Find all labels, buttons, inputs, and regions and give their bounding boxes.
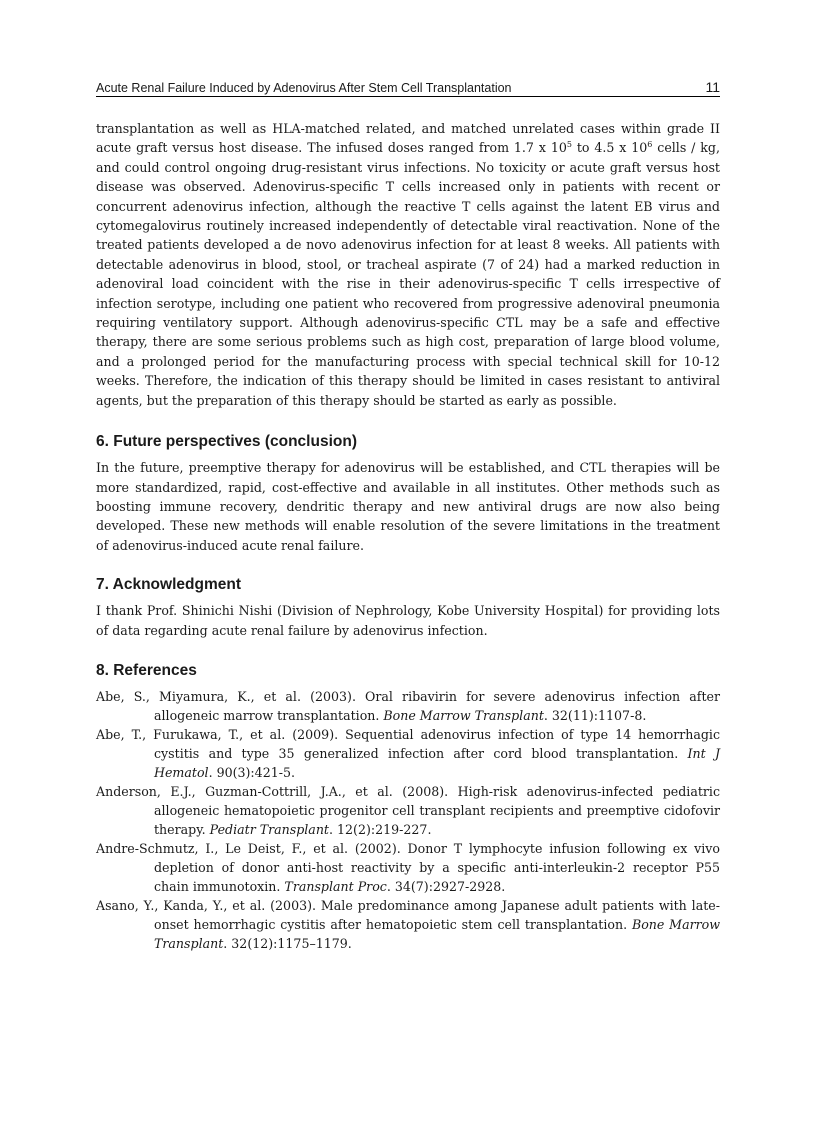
reference-text: Asano, Y., Kanda, Y., et al. (2003). Male predominance among Japanese adult patients with late-onset hemorrhagic cystitis after hematopoietic stem cell transplantation.: [96, 897, 720, 932]
reference-item: [96, 782, 720, 839]
running-title: Acute Renal Failure Induced by Adenovirus After Stem Cell Transplantation: [96, 81, 512, 95]
reference-item: [96, 725, 720, 782]
intro-text-1: transplantation as well as HLA-matched related, and matched unrelated cases within grade II acute graft versus host disease. The infused doses ranged from 1.7 x 10: [96, 121, 720, 156]
acknowledgment-paragraph: I thank Prof. Shinichi Nishi (Division of Nephrology, Kobe University Hospital) for providing lots of data regarding acute renal failure by adenovirus infection.: [96, 603, 720, 638]
exponent-2: 6: [647, 140, 653, 150]
intro-text-2: to 4.5 x 10: [571, 140, 648, 156]
reference-item: [96, 687, 720, 725]
reference-text: Anderson, E.J., Guzman-Cottrill, J.A., et al. (2008). High-risk adenovirus-infected pediatric allogeneic hematopoietic progenitor cell transplant recipients and preemptive cidofovir therapy.: [96, 783, 720, 837]
reference-journal: Pediatr Transplant: [209, 821, 329, 837]
reference-citation: . 90(3):421-5.: [208, 764, 295, 780]
future-perspectives-paragraph: In the future, preemptive therapy for adenovirus will be established, and CTL therapies will be more standardized, rapid, cost-effective and available in all institutes. Other methods such as boosting immune recovery, dendritic therapy and new antiviral drugs are now also being developed. These new methods will enable resolution of the severe limitations in the treatment of adenovirus-induced acute renal failure.: [96, 460, 720, 553]
reference-citation: . 12(2):219-227.: [329, 821, 432, 837]
page-number: 11: [705, 79, 720, 95]
reference-citation: . 32(11):1107-8.: [543, 707, 647, 723]
running-header: [96, 78, 720, 97]
reference-journal: Transplant Proc: [284, 878, 387, 894]
exponent-1: 5: [566, 140, 572, 150]
section-heading-acknowledgment: 7. Acknowledgment: [96, 576, 241, 594]
section-heading-future-perspectives: 6. Future perspectives (conclusion): [96, 433, 357, 451]
reference-text: Abe, S., Miyamura, K., et al. (2003). Oral ribavirin for severe adenovirus infection after allogeneic marrow transplantation.: [96, 688, 720, 723]
reference-citation: . 32(12):1175–1179.: [223, 935, 352, 951]
reference-journal: Int J Hematol: [154, 745, 721, 780]
reference-journal: Bone Marrow Transplant: [154, 916, 720, 951]
page: [96, 78, 720, 953]
reference-item: [96, 896, 720, 953]
section-heading-references: 8. References: [96, 661, 197, 679]
reference-text: Abe, T., Furukawa, T., et al. (2009). Sequential adenovirus infection of type 14 hemorrhagic cystitis and type 35 generalized infection after cord blood transplantation.: [96, 726, 720, 761]
reference-item: [96, 839, 720, 896]
reference-journal: Bone Marrow Transplant: [383, 707, 544, 723]
reference-text: Andre-Schmutz, I., Le Deist, F., et al. (2002). Donor T lymphocyte infusion following ex vivo depletion of donor anti-host reactivity by a specific anti-interleukin-2 receptor P55 chain immunotoxin.: [96, 840, 720, 894]
intro-paragraph: [96, 119, 720, 410]
reference-citation: . 34(7):2927-2928.: [386, 878, 506, 894]
intro-text-3: cells / kg, and could control ongoing drug-resistant virus infections. No toxicity or acute graft versus host disease was observed. Adenovirus-specific T cells increased only in patients with recent or concurrent adenovirus infection, although the reactive T cells against the latent EB virus and cytomegalovirus routinely increased independently of detectable viral reactivation. None of the treated patients developed a de novo adenovirus infection for at least 8 weeks. All patients with detectable adenovirus in blood, stool, or tracheal aspirate (7 of 24) had a marked reduction in adenoviral load coincident with the rise in their adenovirus-specific T cells irrespective of infection serotype, including one patient who recovered from progressive adenoviral pneumonia requiring ventilatory support. Although adenovirus-specific CTL may be a safe and effective therapy, there are some serious problems such as high cost, preparation of large blood volume, and a prolonged period for the manufacturing process with special technical skill for 10-12 weeks. Therefore, the indication of this therapy should be limited in cases resistant to antiviral agents, but the preparation of this therapy should be started as early as possible.: [96, 140, 720, 408]
reference-list: [96, 687, 720, 953]
